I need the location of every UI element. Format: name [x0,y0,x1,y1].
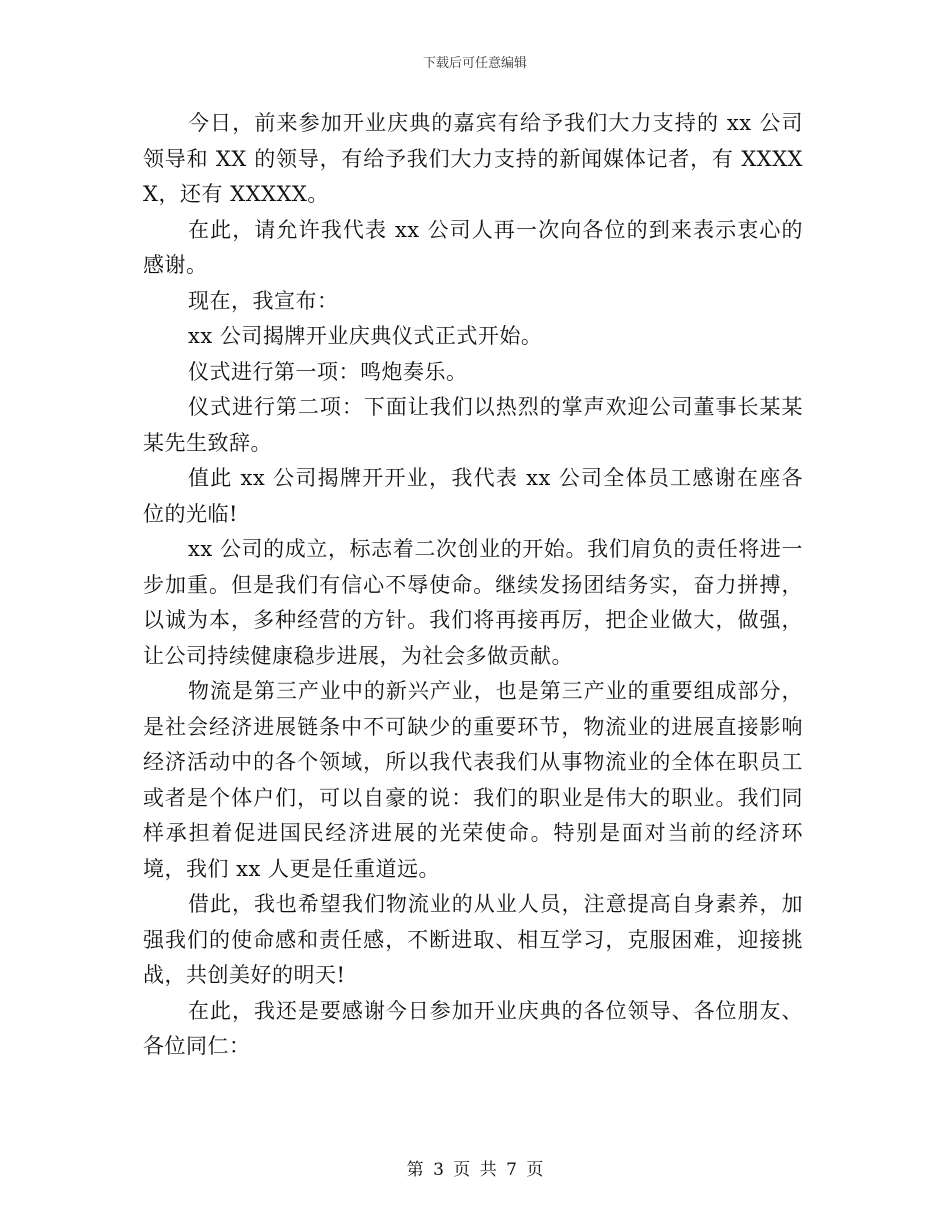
page-header-note: 下载后可任意编辑 [422,56,527,71]
paragraph-announce: 现在，我宣布： [188,288,339,313]
paragraph-guests: 今日，前来参加开业庆典的嘉宾有给予我们大力支持的 xx 公司领导和 XX 的领导，有给予我们大力支持的新闻媒体记者，有 XXXXX，还有 XXXXX。 [143,111,803,206]
paragraph-logistics-industry: 物流是第三产业中的新兴产业，也是第三产业的重要组成部分，是社会经济进展链条中不可缺少的重要环节，物流业的进展直接影响经济活动中的各个领域，所以我代表我们从事物流业的全体在职员工或者是个体户们，可以自豪的说：我们的职业是伟大的职业。我们同样承担着促进国民经济进展的光荣使命。特别是面对当前的经济环境，我们 xx 人更是任重道远。 [143,679,803,881]
paragraph-hopes: 借此，我也希望我们物流业的从业人员，注意提高自身素养，加强我们的使命感和责任感，不断进取、相互学习，克服困难，迎接挑战，共创美好的明天! [143,892,803,987]
paragraph-item-two: 仪式进行第二项：下面让我们以热烈的掌声欢迎公司董事长某某某先生致辞。 [143,395,803,455]
document-body [143,106,803,1065]
paragraph-thanks: 在此，请允许我代表 xx 公司人再一次向各位的到来表示衷心的感谢。 [143,217,803,277]
paragraph-ceremony-start: xx 公司揭牌开业庆典仪式正式开始。 [188,324,543,348]
paragraph-company-founding: xx 公司的成立，标志着二次创业的开始。我们肩负的责任将进一步加重。但是我们有信心不辱使命。继续发扬团结务实，奋力拼搏，以诚为本，多种经营的方针。我们将再接再厉，把企业做大，做强，让公司持续健康稳步进展，为社会多做贡献。 [143,537,803,668]
paragraph-opening-remarks: 值此 xx 公司揭牌开开业，我代表 xx 公司全体员工感谢在座各位的光临! [143,466,803,526]
page-number: 第 3 页 共 7 页 [406,1160,544,1180]
paragraph-closing-thanks: 在此，我还是要感谢今日参加开业庆典的各位领导、各位朋友、各位同仁： [143,998,803,1058]
paragraph-item-one: 仪式进行第一项：鸣炮奏乐。 [188,359,468,384]
